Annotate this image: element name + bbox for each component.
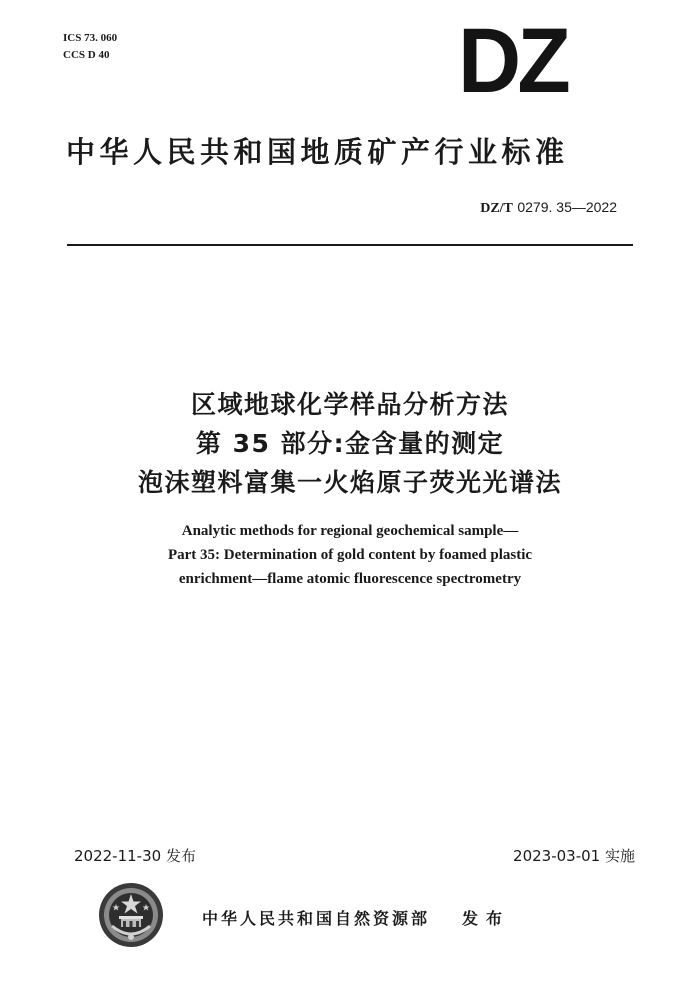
title-zh-line-1: 区域地球化学样品分析方法 [190, 390, 509, 419]
title-zh-line-3: 泡沫塑料富集一火焰原子荧光光谱法 [137, 468, 562, 497]
classification-codes [63, 30, 117, 64]
standard-category-title: 中华人民共和国地质矿产行业标准 [66, 135, 569, 169]
ics-code: ICS 73. 060 [63, 32, 118, 44]
national-emblem-icon [98, 882, 164, 948]
title-zh-line-2: 第 35 部分:金含量的测定 [195, 429, 505, 458]
standard-number-value: 0279. 35—2022 [517, 199, 617, 215]
issue-label: 发布 [462, 909, 511, 928]
issuing-authority: 中华人民共和国自然资源部 [202, 909, 431, 928]
standard-number [480, 199, 617, 217]
title-en-line-1: Analytic methods for regional geochemical sample— [181, 523, 519, 539]
effective-date: 2023-03-01 实施 [513, 847, 635, 865]
title-en-line-2: Part 35: Determination of gold content by foamed plastic [167, 547, 533, 563]
standard-number-prefix: DZ/T [480, 201, 513, 216]
issue-date: 2022-11-30 发布 [74, 847, 196, 865]
header-divider [67, 244, 633, 246]
title-en-line-3: enrichment—flame atomic fluorescence spectrometry [178, 571, 522, 587]
ccs-code: CCS D 40 [63, 49, 110, 61]
dz-logo: DZ [458, 10, 567, 112]
